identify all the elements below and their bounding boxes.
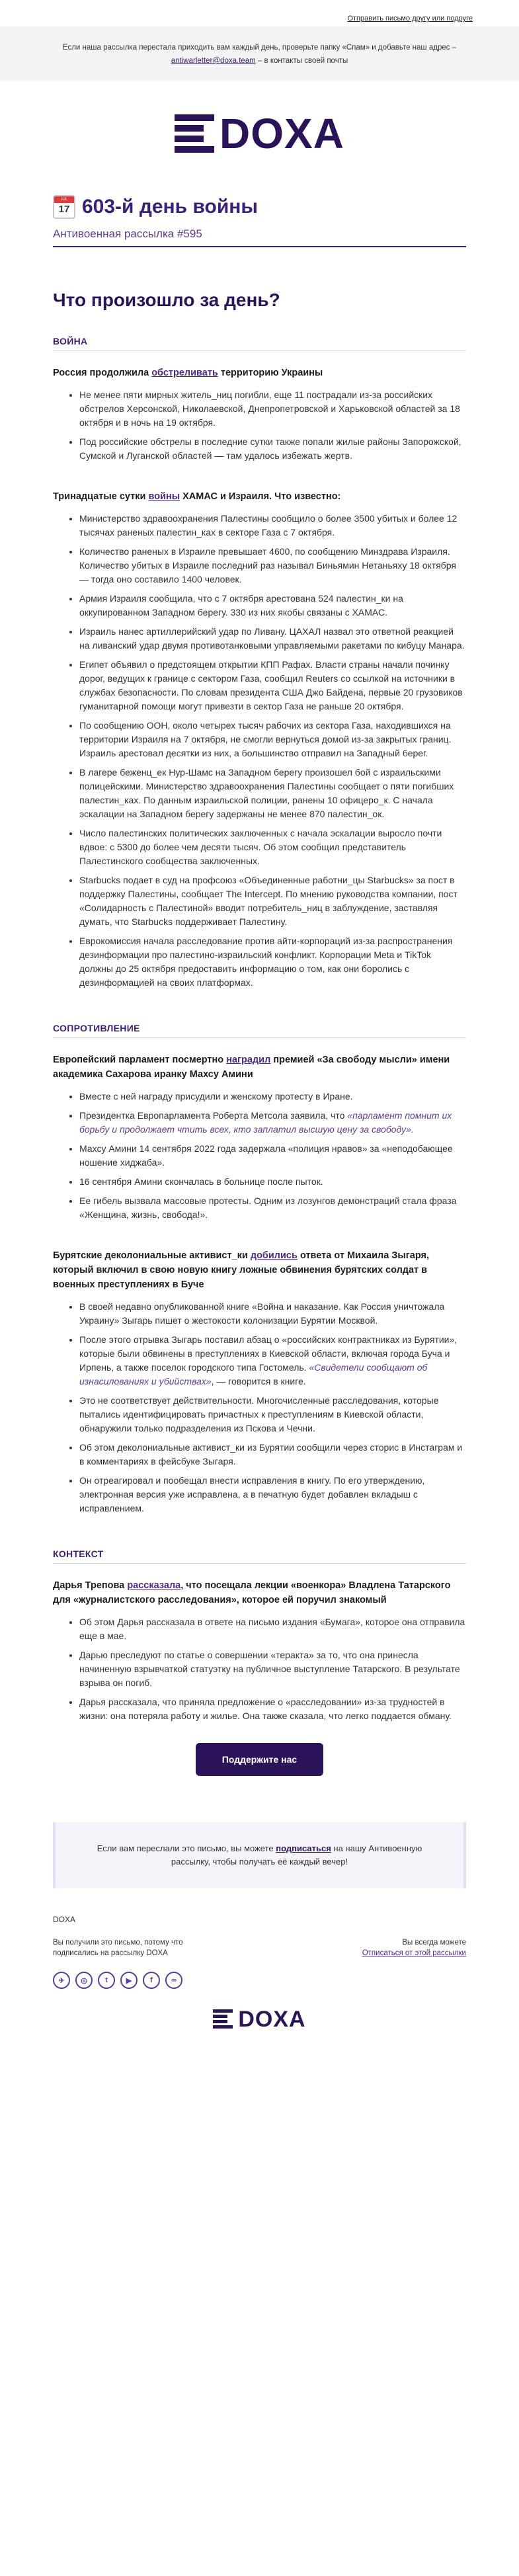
list-item: • Дарья рассказала, что приняла предложение о «расследовании» из-за трудностей в жизни: она потеряла работу и жилье. Она также сказала, что легко поддается обману.: [79, 1695, 466, 1723]
context-lead-after: , что посещала лекции «военкора» Владлена Татарского для «журналистского расследования», которое ей поручил знакомый: [53, 1580, 451, 1605]
list-item: • В лагере беженц_ек Нур-Шамс на Западном берегу произошел бой с израильскими полицейскими. Министерство здравоохранения Палестины сообщает о пяти погибших палестин_ках. По данным израильской полиции, ранены 10 офицеро_к. С начала эскалации на Западном берегу задержаны не менее 870 палестин_ок.: [79, 766, 466, 821]
doxa-logo[interactable]: [175, 110, 344, 157]
footer-row: [53, 1937, 466, 1958]
footer-brand: DOXA: [53, 1915, 76, 1924]
forward-to-friend-link[interactable]: Отправить письмо другу или подруге: [347, 15, 473, 22]
footer-logo-area: [53, 2009, 466, 2044]
war-lead-1-after: территорию Украины: [218, 368, 323, 378]
twitter-icon[interactable]: t: [98, 1972, 115, 1989]
war-lead-2: [53, 489, 466, 504]
subscribe-box-before: Если вам переслали это письмо, вы можете: [97, 1843, 276, 1853]
facebook-icon[interactable]: f: [143, 1972, 160, 1989]
instagram-icon[interactable]: ◎: [75, 1972, 93, 1989]
list-item: • Об этом Дарья рассказала в ответе на письмо издания «Бумага», которое она отправила еще в мае.: [79, 1615, 466, 1643]
list-item: [79, 1333, 466, 1389]
footer-right-note: Вы всегда можете: [402, 1939, 466, 1947]
quote-text: «парламент помнит их борьбу и продолжает чтить всех, кто заплатил высшую цену за свободу».: [79, 1110, 452, 1135]
resistance-lead-2-before: Бурятские деколониальные активист_ки: [53, 1250, 251, 1261]
list-item: • 16 сентября Амини скончалась в больнице после пыток.: [79, 1175, 466, 1189]
list-item: • Не менее пяти мирных житель_ниц погибли, еще 11 пострадали из-за российских обстрелов Херсонской, Николаевской, Днепропетровской и Харьковской областей за 18 октября и в ночь на 19 октября.: [79, 388, 466, 430]
day-title: [53, 192, 466, 222]
page-subtitle: Антивоенная рассылка #595: [53, 222, 466, 247]
main-heading: Что произошло за день?: [53, 290, 280, 310]
list-item: • Дарью преследуют по статье о совершении «теракта» за то, что она принесла начиненную взрывчаткой статуэтку на публичное выступление Татарского. В результате взрыва он погиб.: [79, 1648, 466, 1690]
doxa-logo-text: DOXA: [220, 110, 344, 157]
section-war-title: ВОЙНА: [53, 336, 466, 351]
page-title: 603-й день войны: [82, 196, 259, 218]
footer-note: Вы получили это письмо, потому что подписались на рассылку DOXA: [53, 1939, 183, 1957]
war-lead-2-link[interactable]: войны: [148, 491, 180, 502]
list-item: • Под российские обстрелы в последние сутки также попали жилые районы Запорожской, Сумской и Луганской областей — там удалось избежать жертв.: [79, 435, 466, 463]
resistance-lead-2-after: ответа от Михаила Зыгаря, который включил в свою новую книгу ложные обвинения бурятских солдат в военных преступлениях в Буче: [53, 1250, 430, 1290]
war-list-1: [53, 388, 466, 463]
war-lead-2-after: ХАМАС и Израиля. Что известно:: [180, 491, 341, 502]
war-list-2: [53, 512, 466, 990]
war-lead-1-link[interactable]: обстреливать: [151, 368, 218, 378]
calendar-icon: [53, 195, 75, 219]
support-us-button[interactable]: Поддержите нас: [196, 1743, 323, 1776]
context-list: [53, 1615, 466, 1723]
subscribe-box: [53, 1822, 466, 1888]
resistance-lead-1: [53, 1053, 466, 1082]
logo-area: [0, 81, 519, 192]
notice-text: [61, 41, 458, 67]
subscribe-box-after: на нашу Антивоенную рассылку, чтобы получать её каждый вечер!: [171, 1843, 422, 1867]
list-item: • Армия Израиля сообщила, что с 7 октября арестована 524 палестин_ки на оккупированном Западном берегу. 330 из них якобы связаны с ХАМАС.: [79, 592, 466, 620]
content: [53, 192, 466, 2044]
list-item-text: После этого отрывка Зыгарь поставил абзац о «российских контрактниках из Бурятии», которые были обвинены в преступлениях в Киевской области, включая города Буча и Ирпень, а также поселок городского типа Гостомель.: [79, 1334, 458, 1373]
list-item: • В своей недавно опубликованной книге «Война и наказание. Как Россия уничтожала Украину» Зыгарь пишет о жестокости колонизации Бурятии Москвой.: [79, 1300, 466, 1328]
footer-right: [362, 1937, 466, 1958]
unsubscribe-link[interactable]: Отписаться от этой рассылки: [362, 1949, 466, 1957]
list-item: • Он отреагировал и пообещал внести исправления в книгу. По его утверждению, электронная версия уже исправлена, а в печатную будет добавлен вкладыш с исправлением.: [79, 1474, 466, 1515]
notice-text-after: – в контакты своей почты: [257, 57, 348, 65]
list-item: • Министерство здравоохранения Палестины сообщило о более 3500 убитых и более 12 тысячах раненых палестин_ках в секторе Газа с 7 октября.: [79, 512, 466, 540]
list-item: • Количество раненых в Израиле превышает 4600, по сообщению Минздрава Израиля. Количество убитых в Израиле последний раз называл Биньямин Нетаньяху 18 октября — тогда оно составило 1400 человек.: [79, 545, 466, 586]
top-links: [0, 0, 519, 26]
context-lead: [53, 1578, 466, 1607]
list-item: [79, 1109, 466, 1137]
resistance-lead-1-after: премией «За свободу мысли» имени академика Сахарова иранку Махсу Амини: [53, 1055, 450, 1080]
youtube-icon[interactable]: ▶: [120, 1972, 138, 1989]
context-lead-before: Дарья Трепова: [53, 1580, 128, 1591]
war-lead-2-before: Тринадцатые сутки: [53, 491, 149, 502]
footer: [53, 1915, 466, 2044]
war-lead-1: [53, 366, 466, 380]
list-item: • По сообщению ООН, около четырех тысяч рабочих из сектора Газа, находившихся на территории Израиля на 7 октября, не смогли вернуться домой из-за закрытых границ. Израиль арестовал десятки из них, а большинство отправил на Западный берег.: [79, 719, 466, 760]
resistance-lead-1-before: Европейский парламент посмертно: [53, 1055, 227, 1065]
list-item: • Это не соответствует действительности. Многочисленные расследования, которые пытались идентифицировать причастных к преступлениям в Киевской области, обнаружили только подразделения из Пскова и Чечни.: [79, 1394, 466, 1435]
resistance-list-2: [53, 1300, 466, 1515]
resistance-list-1: [53, 1090, 466, 1222]
list-item: • Ее гибель вызвала массовые протесты. Одним из лозунгов демонстраций стала фраза «Женщина, жизнь, свобода!».: [79, 1194, 466, 1222]
list-item-text: Президентка Европарламента Роберта Метсола заявила, что: [79, 1110, 348, 1121]
war-lead-1-before: Россия продолжила: [53, 368, 152, 378]
list-item-text-after: , — говорится в книге.: [211, 1376, 306, 1387]
social-links: [53, 1972, 466, 1989]
list-item: • Starbucks подает в суд на профсоюз «Объединенные работни_цы Starbucks» за пост в поддержку Палестины, сообщает The Intercept. По мнению руководства компании, пост «Солидарность с Палестиной» вводит потребитель_ниц в заблуждение, заставляя думать, что Starbucks поддерживает Палестину.: [79, 873, 466, 929]
resistance-lead-2-link[interactable]: добились: [250, 1250, 298, 1261]
subscribe-link[interactable]: подписаться: [276, 1843, 331, 1853]
footer-doxa-logo[interactable]: [213, 2009, 305, 2030]
list-item: • Число палестинских политических заключенных с начала эскалации выросло почти вдвое: с 5300 до более чем десяти тысяч. Об этом сообщил представитель Палестинского сообщества заключенных.: [79, 826, 466, 868]
calendar-day: 17: [58, 204, 70, 215]
list-item: • Об этом деколониальные активист_ки из Бурятии сообщили через сторис в Инстаграм и в комментариях в фейсбуке Зыгаря.: [79, 1441, 466, 1469]
notice-email-link[interactable]: antiwarletter@doxa.team: [171, 57, 256, 65]
telegram-icon[interactable]: ✈: [53, 1972, 70, 1989]
footer-logo-text: DOXA: [238, 2007, 306, 2032]
list-item: • Махсу Амини 14 сентября 2022 года задержала «полиция нравов» за «неподобающее ношение хиджаба».: [79, 1142, 466, 1170]
notice-text-before: Если наша рассылка перестала приходить вам каждый день, проверьте папку «Спам» и добавьте наш адрес –: [62, 44, 457, 52]
quote-text: «Свидетели сообщают об изнасилованиях и убийствах»: [79, 1362, 428, 1387]
link-icon[interactable]: ∞: [165, 1972, 182, 1989]
notice-banner: [0, 26, 519, 81]
calendar-month: JUL: [54, 196, 74, 203]
section-context-title: КОНТЕКСТ: [53, 1549, 466, 1564]
resistance-lead-2: [53, 1248, 466, 1292]
list-item: • Египет объявил о предстоящем открытии КПП Рафах. Власти страны начали починку дорог, ведущих к границе с сектором Газа, сообщил Reuters со ссылкой на источники в службах безопасности. По словам президента США Джо Байдена, первые 20 грузовиков гуманитарной помощи могут привезти в сектор Газа не раньше 20 октября.: [79, 658, 466, 713]
list-item: • Вместе с ней награду присудили и женскому протесту в Иране.: [79, 1090, 466, 1104]
cta-wrap: [53, 1743, 466, 1781]
list-item: • Израиль нанес артиллерийский удар по Ливану. ЦАХАЛ назвал это ответной реакцией на ливанский удар двумя противотанковыми управляемыми ракетами по кибуцу Манара.: [79, 625, 466, 653]
context-lead-link[interactable]: рассказала: [127, 1580, 181, 1591]
resistance-lead-1-link[interactable]: наградил: [226, 1055, 271, 1065]
doxa-logo-mark-icon: [175, 114, 214, 153]
section-resistance-title: СОПРОТИВЛЕНИЕ: [53, 1023, 466, 1038]
list-item: • Еврокомиссия начала расследование против айти-корпораций из-за распространения дезинформации про палестино-израильский конфликт. Корпорации Meta и TikTok должны до 25 октября предоставить информацию о том, как они боролись с дезинформацией на своих платформах.: [79, 934, 466, 990]
doxa-logo-mark-icon: [213, 2009, 233, 2029]
